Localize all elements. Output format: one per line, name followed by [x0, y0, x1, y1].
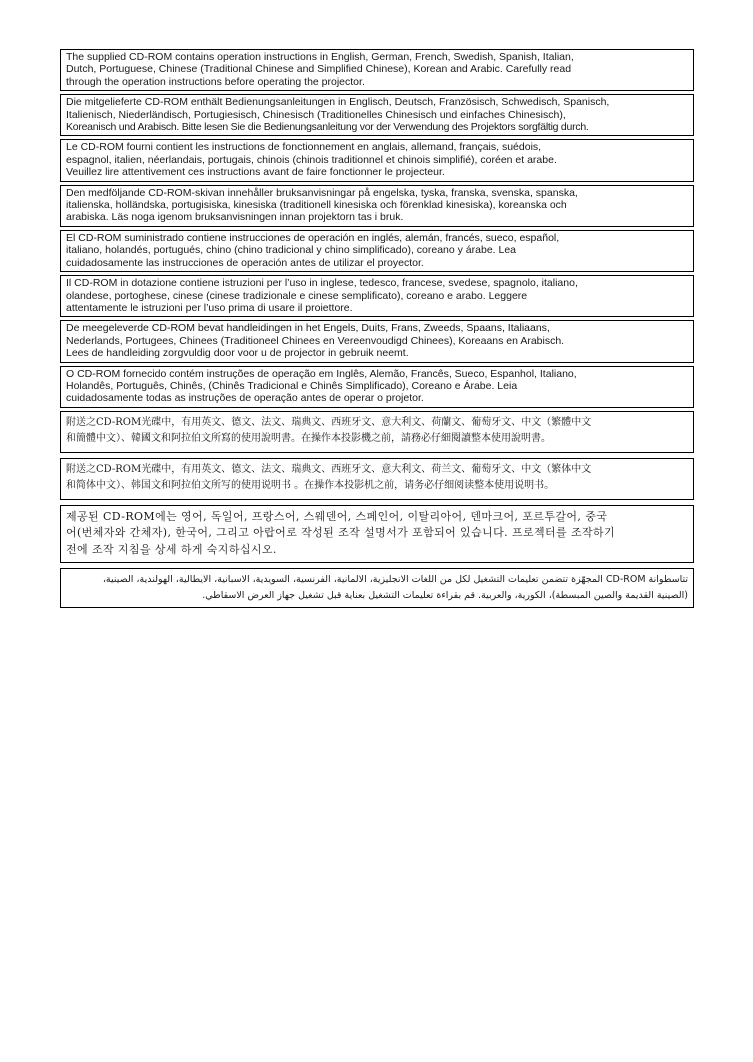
notice-line: تتاسطوانة CD-ROM المجهّزة تتضمن تعليمات التشغيل لكل من اللغات الانجليزية، الالمانية، الفرنسية، السويدية، الاسبانية، الايطالية، الهولندية، الصينية، [102, 574, 688, 586]
notice-line: arabiska. Läs noga igenom bruksanvisningen innan projektorn tas i bruk. [66, 211, 404, 224]
notice-line: olandese, portoghese, cinese (cinese tradizionale e cinese semplificato), coreano e arabo. Leggere [66, 289, 528, 302]
notice-line: Lees de handleiding zorgvuldig door voor u de projector in gebruik neemt. [66, 347, 409, 360]
notice-english [60, 49, 694, 91]
notice-line: 附送之CD-ROM光碟中，有用英文、德文、法文、瑞典文、西班牙文、意大利文、荷兰文、葡萄牙文、中文（繁体中文 [66, 463, 592, 475]
notice-simplified-chinese [60, 458, 694, 500]
notice-line: 전에 조작 지침을 상세 하게 숙지하십시오. [66, 542, 277, 556]
notice-line: cuidadosamente las instrucciones de operación antes de utilizar el proyector. [66, 256, 424, 269]
notice-line: The supplied CD-ROM contains operation instructions in English, German, French, Swedish, Spanish, Italian, [66, 51, 574, 63]
notice-line: 어(번체자와 간체자), 한국어, 그리고 아랍어로 작성된 조작 설명서가 포함되어 있습니다. 프로젝터를 조작하기 [66, 526, 616, 540]
notice-german [60, 94, 694, 136]
notice-line: attentamente le istruzioni per l’uso prima di usare il proiettore. [66, 301, 353, 314]
notice-line: Holandês, Português, Chinês, (Chinês Tradicional e Chinês Simplificado), Coreano e Árabe. Leia [66, 379, 518, 392]
notice-line: italiano, holandés, portugués, chino (chino tradicional y chino simplificado), coreano y árabe. Lea [66, 244, 517, 257]
notice-portuguese [60, 366, 694, 408]
notice-line: 제공된 CD-ROM에는 영어, 독일어, 프랑스어, 스웨덴어, 스페인어, 이탈리아어, 덴마크어, 포르투갈어, 중국 [66, 509, 608, 523]
notice-line: Nederlands, Portugees, Chinees (Traditioneel Chinees en Vereenvoudigd Chinees), Koreaans en Arabisch. [66, 334, 565, 347]
notice-french [60, 139, 694, 181]
notice-spanish [60, 230, 694, 272]
notice-line: De meegeleverde CD-ROM bevat handleidingen in het Engels, Duits, Frans, Zweeds, Spaans, Italiaans, [66, 322, 550, 335]
notice-line: Dutch, Portuguese, Chinese (Traditional Chinese and Simplified Chinese), Korean and Arabic. Carefully read [66, 63, 572, 76]
notice-arabic [60, 568, 694, 608]
notice-line: El CD-ROM suministrado contiene instrucciones de operación en inglés, alemán, francés, sueco, español, [66, 231, 560, 244]
notice-line: 和简体中文）、韩国文和阿拉伯文所写的使用说明书 。在操作本投影机之前，请务必仔细阅读整本使用说明书。 [66, 479, 555, 491]
notice-line: (الصينية القديمة والصين المبسطة)، الكورية، والعربية. قم بقراءة تعليمات التشغيل بعناية قبل تشغيل جهاز العرض الاسقاطي. [202, 590, 688, 602]
notice-line: through the operation instructions before operating the projector. [66, 75, 365, 88]
notice-line: Die mitgelieferte CD-ROM enthält Bedienungsanleitungen in Englisch, Deutsch, Französisch, Schwedisch, Spanisch, [66, 96, 610, 109]
notice-swedish [60, 185, 694, 227]
notice-line: O CD-ROM fornecido contém instruções de operação em Inglês, Alemão, Francês, Sueco, Espanhol, Italiano, [66, 367, 577, 380]
notice-line: Il CD-ROM in dotazione contiene istruzioni per l’uso in inglese, tedesco, francese, svedese, spagnolo, italiano, [66, 277, 578, 290]
notice-line: Le CD-ROM fourni contient les instructions de fonctionnement en anglais, allemand, français, suédois, [66, 141, 542, 154]
notice-line: Koreanisch und Arabisch. Bitte lesen Sie die Bedienungsanleitung vor der Verwendung des Projektors sorgfältig durch. [66, 121, 589, 134]
notice-traditional-chinese [60, 411, 694, 453]
notice-line: 和簡體中文）、韓國文和阿拉伯文所寫的使用說明書。在操作本投影機之前，請務必仔細閱讀整本使用說明書。 [66, 432, 551, 444]
notice-line: Italienisch, Niederländisch, Portugiesisch, Chinesisch (Traditionelles Chinesisch und einfaches Chinesisch), [66, 108, 566, 121]
notice-korean [60, 505, 694, 564]
notice-line: 附送之CD-ROM光碟中，有用英文、德文、法文、瑞典文、西班牙文、意大利文、荷蘭文、葡萄牙文、中文（繁體中文 [66, 416, 592, 428]
notice-line: espagnol, italien, néerlandais, portugais, chinois (chinois traditionnel et chinois simplifié), coréen et arabe. [66, 153, 557, 166]
notice-line: cuidadosamente todas as instruções de operação antes de operar o projetor. [66, 392, 424, 405]
notice-line: Den medföljande CD-ROM-skivan innehåller bruksanvisningar på engelska, tyska, franska, svenska, spanska, [66, 186, 578, 199]
notice-dutch [60, 320, 694, 362]
notice-italian [60, 275, 694, 317]
notice-line: Veuillez lire attentivement ces instructions avant de faire fonctionner le projecteur. [66, 166, 445, 179]
cdrom-notice-page [60, 49, 694, 611]
notice-line: italienska, holländska, portugisiska, kinesiska (traditionell kinesiska och förenklad kinesiska), koreanska och [66, 199, 567, 212]
